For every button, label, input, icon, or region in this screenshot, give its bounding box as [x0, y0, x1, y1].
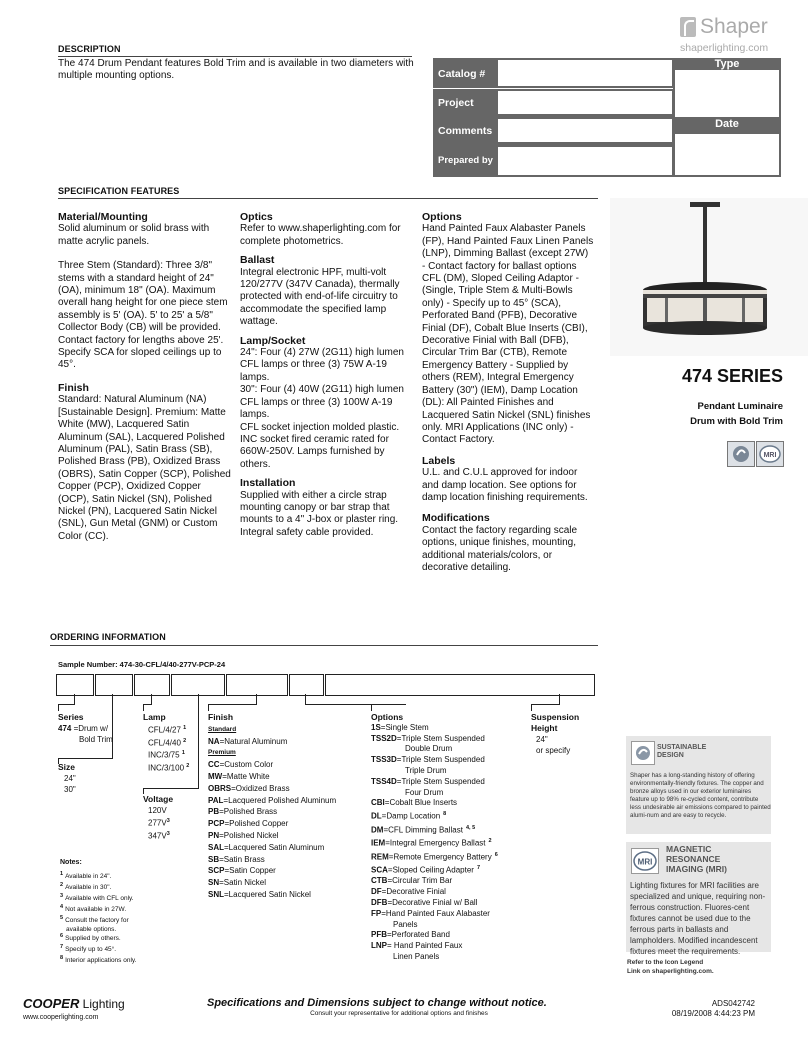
size-group: Size 24" 30"	[58, 762, 76, 794]
lamp-connector	[151, 694, 152, 704]
finish-bracket	[208, 704, 257, 711]
ordering-heading: ORDERING INFORMATION	[50, 632, 166, 642]
lamp-text-3: CFL socket injection molded plastic. INC socket fired ceramic rated for 660W-250V. Lamps furnished by others.	[240, 421, 400, 470]
footer-subnotice: Consult your representative for additional options and finishes	[310, 1010, 488, 1017]
note-item: $^6$ Supplied by others.	[60, 933, 121, 943]
option-item: 1S=Single Stem	[371, 722, 429, 732]
finish-item: PCP=Polished Copper	[208, 819, 289, 829]
legend-link[interactable]: Link on shaperlighting.com.	[627, 967, 714, 975]
sustainable-panel-icon	[631, 741, 655, 765]
finish-connector	[256, 694, 257, 704]
finish-item: PB=Polished Brass	[208, 807, 278, 817]
option-item: CBI=Cobalt Blue Inserts	[371, 798, 458, 808]
lamp-group: Lamp CFL/4/27 $^1$ CFL/4/40 $^2$ INC/3/75 $^1$ INC/3/100 $^2$	[143, 712, 190, 773]
prepared-by-field[interactable]	[498, 147, 672, 175]
labels-title: Labels	[422, 454, 456, 467]
series-title: 474 SERIES	[681, 366, 783, 386]
mri-text: Lighting fixtures for MRI facilities are specialized and unique, requiring non-ferrous construction. Fluores-cent fixtures cannot be used due to the ferrous parts in ballasts and lampholders. Modified incandescent fixtures meet the requirements.	[630, 881, 766, 956]
option-item: DL=Damp Location $^8$	[371, 811, 447, 821]
svg-text:MRI: MRI	[637, 857, 653, 867]
comments-row: Comments	[433, 117, 673, 145]
option-item-cont: Linen Panels	[393, 952, 440, 962]
description-rule	[58, 56, 412, 57]
sustainable-icon	[727, 441, 755, 467]
options-group: Options 1S=Single Stem TSS2D=Triple Stem Suspended Double Drum TSS3D=Triple Stem Suspended Triple Drum TSS4D=Triple Stem Suspended Four Drum CBI=Cobalt Blue Inserts DL=Damp Location $^8$ DM=CFL Dimming Ballast $^{4, 5}$ IEM=Integral Emergency Ballast $^2$ REM=Remote Emergency Battery $^6$ SCA=Sloped Ceiling Adapter $^7$ CTB=Circular Trim Bar DF=Decorative Finial DFB=Decorative Finial w/ Ball FP=Hand Painted Faux Alabaster Panels PFB=Perforated Band LNP= Hand Painted Faux Linen Panels	[371, 712, 498, 962]
note-item: $^5$ Consult the factory for	[60, 914, 129, 924]
suspension-connector	[559, 694, 560, 704]
legend-reference: Refer to the Icon Legend Link on shaperlighting.com.	[627, 959, 714, 975]
spec-column-2	[240, 211, 412, 539]
installation-text: Supplied with either a circle strap mounting canopy or bar strap that mounts to a 4" J-box or plaster ring. Integral safety cable provided.	[240, 489, 399, 538]
option-item: TSS2D=Triple Stem Suspended	[371, 733, 485, 743]
finish-item: SNL=Lacquered Satin Nickel	[208, 889, 311, 899]
option-item: REM=Remote Emergency Battery $^6$	[371, 851, 498, 862]
options-connector-h	[305, 704, 371, 705]
table-border-bottom	[673, 175, 781, 177]
finish-item: CC=Custom Color	[208, 760, 274, 770]
finish-item: NA=Natural Aluminum	[208, 736, 288, 746]
date-header: Date	[673, 117, 781, 134]
type-field[interactable]	[675, 71, 779, 116]
finish-title: Finish	[58, 381, 89, 394]
drum-pendant-illustration	[610, 198, 808, 356]
cooper-url[interactable]: www.cooperlighting.com	[23, 1014, 99, 1021]
doc-id: ADS042742	[711, 999, 755, 1008]
footer-notice: Specifications and Dimensions subject to change without notice.	[207, 997, 547, 1009]
lamp-bracket	[143, 704, 152, 711]
finish-standard-label: Standard	[208, 725, 237, 733]
option-item: DF=Decorative Finial	[371, 887, 446, 897]
spec-column-3	[422, 211, 594, 574]
order-box-finish[interactable]	[226, 674, 288, 696]
type-header: Type	[673, 58, 781, 70]
finish-item: PAL=Lacquered Polished Aluminum	[208, 795, 337, 805]
suspension-group: Suspension Height 24" or specify	[531, 712, 580, 755]
note-item-cont: available options.	[66, 925, 117, 933]
sustainable-panel: SUSTAINABLE DESIGN Shaper has a long-standing history of offering environmentally-friendly fixtures. The copper and bronze alloys used in our exterior luminaires feature up to 98% re-cycled content, contribute less undesirable air emissions compared to painted alumi-num and are easy to recycle.	[626, 736, 771, 834]
option-item: PFB=Perforated Band	[371, 930, 450, 940]
option-item-cont: Four Drum	[405, 787, 444, 797]
order-box-size[interactable]	[95, 674, 133, 696]
options-connector	[305, 694, 306, 704]
ballast-text: Integral electronic HPF, multi-volt 120/277V (347V Canada), thermally protected with end-of-life circuitry to accommodate the specified lamp wattage.	[240, 266, 400, 328]
suspension-bracket	[531, 704, 560, 711]
optics-text: Refer to www.shaperlighting.com for complete photometrics.	[240, 223, 401, 247]
note-item: $^4$ Not available in 27W.	[60, 903, 127, 913]
voltage-group: Voltage 120V $277V^3$ $347V^3$	[143, 794, 174, 841]
catalog-number-field[interactable]	[498, 60, 672, 86]
options-bracket	[371, 704, 406, 711]
description-heading: DESCRIPTION	[58, 44, 121, 54]
mri-panel-icon	[631, 848, 659, 874]
ballast-title: Ballast	[240, 254, 275, 267]
shaper-logo-icon	[680, 17, 696, 37]
order-box-options[interactable]	[289, 674, 324, 696]
optics-title: Optics	[240, 211, 273, 223]
series-bracket	[58, 704, 75, 711]
prepared-by-row: Prepared by	[433, 145, 673, 177]
finish-item: MW=Matte White	[208, 771, 270, 781]
material-title: Material/Mounting	[58, 211, 148, 223]
finish-item: PN=Polished Nickel	[208, 830, 279, 840]
spec-column-1	[58, 211, 234, 555]
project-field[interactable]	[498, 91, 672, 114]
order-box-series[interactable]	[56, 674, 94, 696]
finish-group: Finish Standard NA=Natural Aluminum Premium CC=Custom Color MW=Matte White OBRS=Oxidized Brass PAL=Lacquered Polished Aluminum PB=Polished Brass PCP=Polished Copper PN=Polished Nickel SAL=Lacquered Satin Aluminum SB=Satin Brass SCP=Satin Copper SN=Satin Nickel SNL=Lacquered Satin Nickel	[208, 712, 337, 899]
option-item: SCA=Sloped Ceiling Adapter $^7$	[371, 864, 481, 875]
modifications-title: Modifications	[422, 512, 490, 525]
spec-rule	[58, 198, 598, 199]
option-item-cont: Double Drum	[405, 744, 453, 754]
svg-text:MRI: MRI	[763, 452, 777, 459]
options-title: Options	[422, 211, 462, 223]
labels-text: U.L. and C.U.L approved for indoor and damp location. See options for damp location finishing requirements.	[422, 467, 588, 503]
option-item: TSS4D=Triple Stem Suspended	[371, 776, 485, 786]
series-code: 474	[58, 724, 72, 733]
catalog-row: Catalog #	[433, 58, 673, 88]
order-box-lamp[interactable]	[134, 674, 170, 696]
note-item: $^2$ Available in 30".	[60, 881, 112, 891]
option-item: TSS3D=Triple Stem Suspended	[371, 755, 485, 765]
doc-datetime: 08/19/2008 4:44:23 PM	[671, 1009, 755, 1018]
material-text-2: Three Stem (Standard): Three 3/8" stems with a standard height of 24" (OA), minimum 18" (OA). Maximum overall hang height for one piece stem assembly is 5' (OA). 5' to 25' a 5/8" Collector Body (CB) will be provided. Contact factory for lengths above 25'. Specify SCA for sloped ceilings up to 45°.	[58, 260, 228, 371]
lamp-text-2: 30": Four (4) 40W (2G11) high lumen CFL lamps or three (3) 100W A-19 lamps.	[240, 384, 404, 421]
finish-item: SB=Satin Brass	[208, 854, 265, 864]
mri-panel: MRI MAGNETIC RESONANCE IMAGING (MRI) Lighting fixtures for MRI facilities are specialized and unique, requiring non-ferrous construction. Fluores-cent fixtures cannot be used due to the ferrous parts in ballasts and lampholders. Modified incandescent fixtures meet the requirements.	[626, 842, 771, 952]
note-item: $^1$ Available in 24".	[60, 870, 112, 880]
option-item: DFB=Decorative Finial w/ Ball	[371, 898, 478, 908]
lamp-text-1: 24": Four (4) 27W (2G11) high lumen CFL lamps or three (3) 75W A-19 lamps.	[240, 347, 404, 383]
table-divider	[673, 58, 675, 177]
series-group: Series 474 =Drum w/ Bold Trim	[58, 712, 113, 744]
shaper-logo	[680, 15, 780, 54]
modifications-text: Contact the factory regarding scale options, unique finishes, mounting, additional materials/colors, or decorative detailing.	[422, 524, 578, 573]
table-border-right	[779, 58, 781, 177]
order-box-voltage[interactable]	[171, 674, 225, 696]
material-text-1: Solid aluminum or solid brass with matte acrylic panels.	[58, 223, 210, 247]
sustainable-title: SUSTAINABLE	[657, 744, 707, 751]
installation-title: Installation	[240, 477, 296, 490]
brand-url: shaperlighting.com	[680, 42, 769, 54]
project-row: Project	[433, 89, 673, 117]
mri-title: MAGNETIC	[666, 844, 712, 854]
spec-heading: SPECIFICATION FEATURES	[58, 186, 180, 196]
option-item: CTB=Circular Trim Bar	[371, 876, 453, 886]
product-type-1: Pendant Luminaire	[697, 401, 783, 412]
brand-name: Shaper	[700, 15, 768, 38]
lamp-title: Lamp/Socket	[240, 334, 306, 347]
order-box-suspension[interactable]	[325, 674, 595, 696]
description-text: The 474 Drum Pendant features Bold Trim and is available in two diameters with multiple mounting options.	[58, 58, 414, 82]
finish-item: SCP=Satin Copper	[208, 866, 276, 876]
option-item: LNP= Hand Painted Faux	[371, 941, 463, 951]
sample-number: Sample Number: 474-30-CFL/4/40-277V-PCP-24	[58, 660, 226, 669]
notes: Notes: $^1$ Available in 24". $^2$ Available in 30". $^3$ Available with CFL only. $^4$ Not available in 27W. $^5$ Consult the factory for available options. $^6$ Supplied by others. $^7$ Specify up to 45°. $^8$ Interior applications only.	[60, 859, 137, 965]
option-item: DM=CFL Dimming Ballast $^{4, 5}$	[371, 824, 476, 835]
option-item: FP=Hand Painted Faux Alabaster	[371, 908, 490, 918]
options-text: Hand Painted Faux Alabaster Panels (FP), Hand Painted Faux Linen Panels (LNP), Dimming Ballast (except 27W) - Contact factory for ballast options CFL (DM), Sloped Ceiling Adaptor - (Single, Triple Stem & Multi-Bowls only) - Specify up to 45° (SCA), Perforated Band (PFB), Decorative Finial (DF), Cobalt Blue Inserts (CBI), Decorative Finial with Ball (DFB), Circular Trim Bar (CTB), Remote Emergency Battery - Supplied by others (REM), Integral Emergency Battery (30") (IEM), Damp Location (DL): All Painted Finishes and Lacquered Satin Nickel (SNL) finishes only. MRI Applications (INC only) - Contact Factory.	[422, 223, 594, 446]
series-connector	[74, 694, 75, 704]
note-item: $^3$ Available with CFL only.	[60, 892, 134, 902]
ordering-rule	[50, 645, 598, 646]
finish-premium-label: Premium	[208, 749, 236, 757]
option-item-cont: Panels	[393, 919, 418, 929]
finish-item: SN=Satin Nickel	[208, 878, 267, 888]
note-item: $^7$ Specify up to 45°.	[60, 944, 117, 954]
comments-field[interactable]	[498, 119, 672, 142]
cooper-logo: COOPER Lighting	[23, 996, 125, 1011]
finish-item: SAL=Lacquered Satin Aluminum	[208, 842, 325, 852]
mri-icon	[756, 441, 784, 467]
note-item: $^8$ Interior applications only.	[60, 955, 137, 965]
date-field[interactable]	[675, 134, 779, 175]
finish-text: Standard: Natural Aluminum (NA) [Sustainable Design]. Premium: Matte White (MW), Lacquered Satin Aluminum (SAL), Lacquered Polished Aluminum (PAL), Satin Brass (SB), Polished Brass (PB), Oxidized Brass (OBRS), Satin Copper (SCP), Polished Copper (PCP), Oxidized Copper (OCP), Satin Nickel (SN), Polished Nickel (PN), Lacquered Satin Nickel (SNL), Gun Metal (GNM) or Custom Color (CC).	[58, 394, 231, 542]
finish-item: OBRS=Oxidized Brass	[208, 783, 290, 793]
voltage-connector	[198, 694, 199, 788]
option-item: IEM=Integral Emergency Ballast $^2$	[371, 838, 492, 848]
product-type-2: Drum with Bold Trim	[690, 416, 783, 427]
sustainable-text: Shaper has a long-standing history of offering environmentally-friendly fixtures. The copper and bronze alloys used in our exterior luminaires feature up to 98% re-cycled content, contribute less undesirable air emissions compared to painted alumi-num and are easy to recycle.	[630, 772, 771, 820]
option-item-cont: Triple Drum	[405, 765, 447, 775]
product-image	[610, 198, 808, 356]
